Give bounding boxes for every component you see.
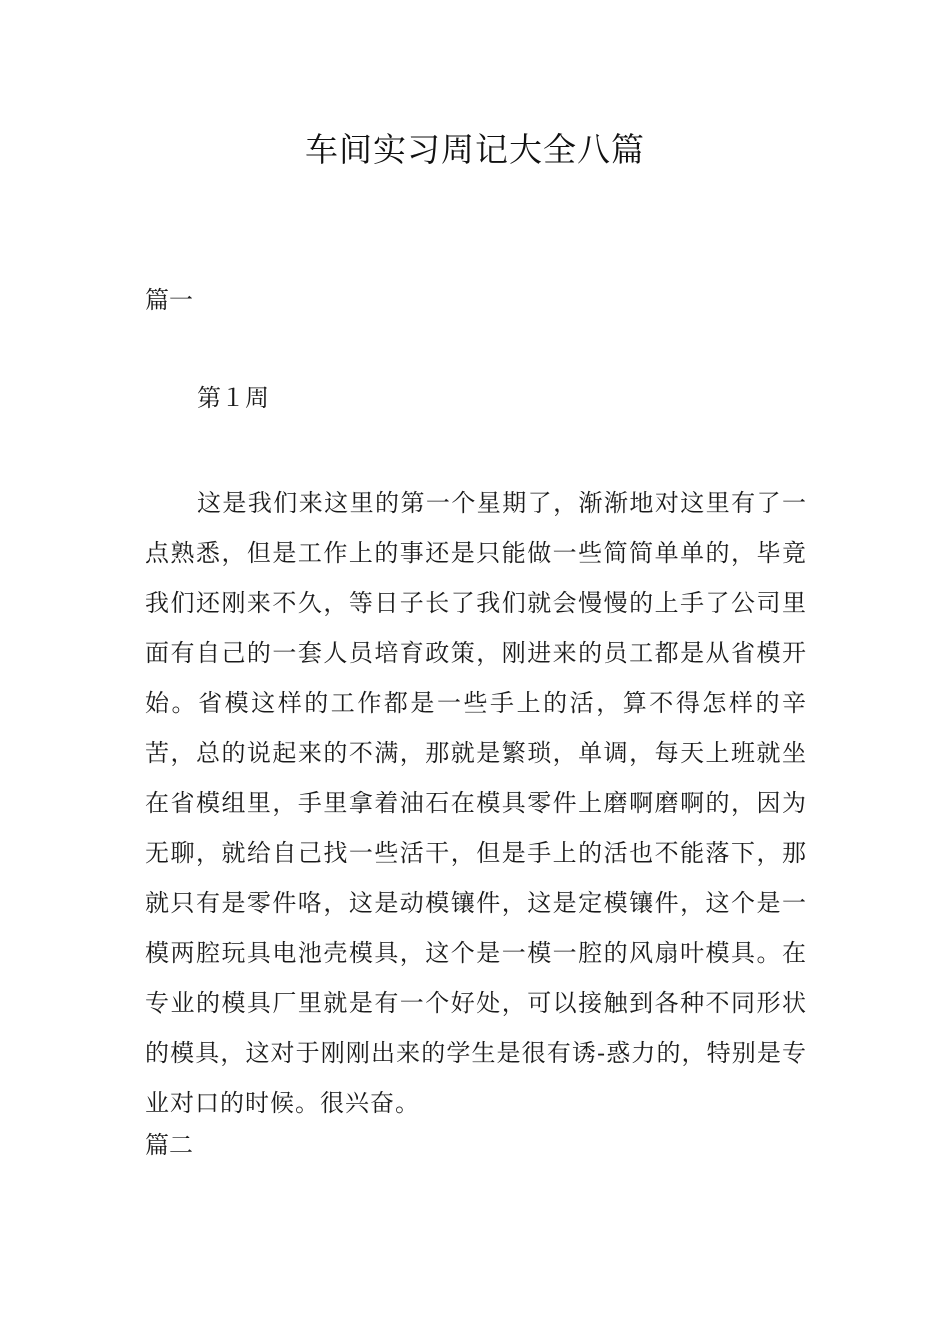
week-heading: 第１周 <box>197 384 269 412</box>
section-heading-2: 篇二 <box>145 1131 193 1159</box>
document-title: 车间实习周记大全八篇 <box>305 130 645 169</box>
section-heading-1: 篇一 <box>145 286 193 314</box>
body-paragraph: 这是我们来这里的第一个星期了，渐渐地对这里有了一点熟悉，但是工作上的事还是只能做一些简简单单的，毕竟我们还刚来不久，等日子长了我们就会慢慢的上手了公司里面有自己的一套人员培育政策，刚进来的员工都是从省模开始。省模这样的工作都是一些手上的活，算不得怎样的辛苦，总的说起来的不满，那就是繁琐，单调，每天上班就坐在省模组里，手里拿着油石在模具零件上磨啊磨啊的，因为无聊，就给自己找一些活干，但是手上的活也不能落下，那就只有是零件咯，这是动模镶件，这是定模镶件，这个是一模两腔玩具电池壳模具，这个是一模一腔的风扇叶模具。在专业的模具厂里就是有一个好处，可以接触到各种不同形状的模具，这对于刚刚出来的学生是很有诱-惑力的，特别是专业对口的时候。很兴奋。 <box>145 489 807 1117</box>
